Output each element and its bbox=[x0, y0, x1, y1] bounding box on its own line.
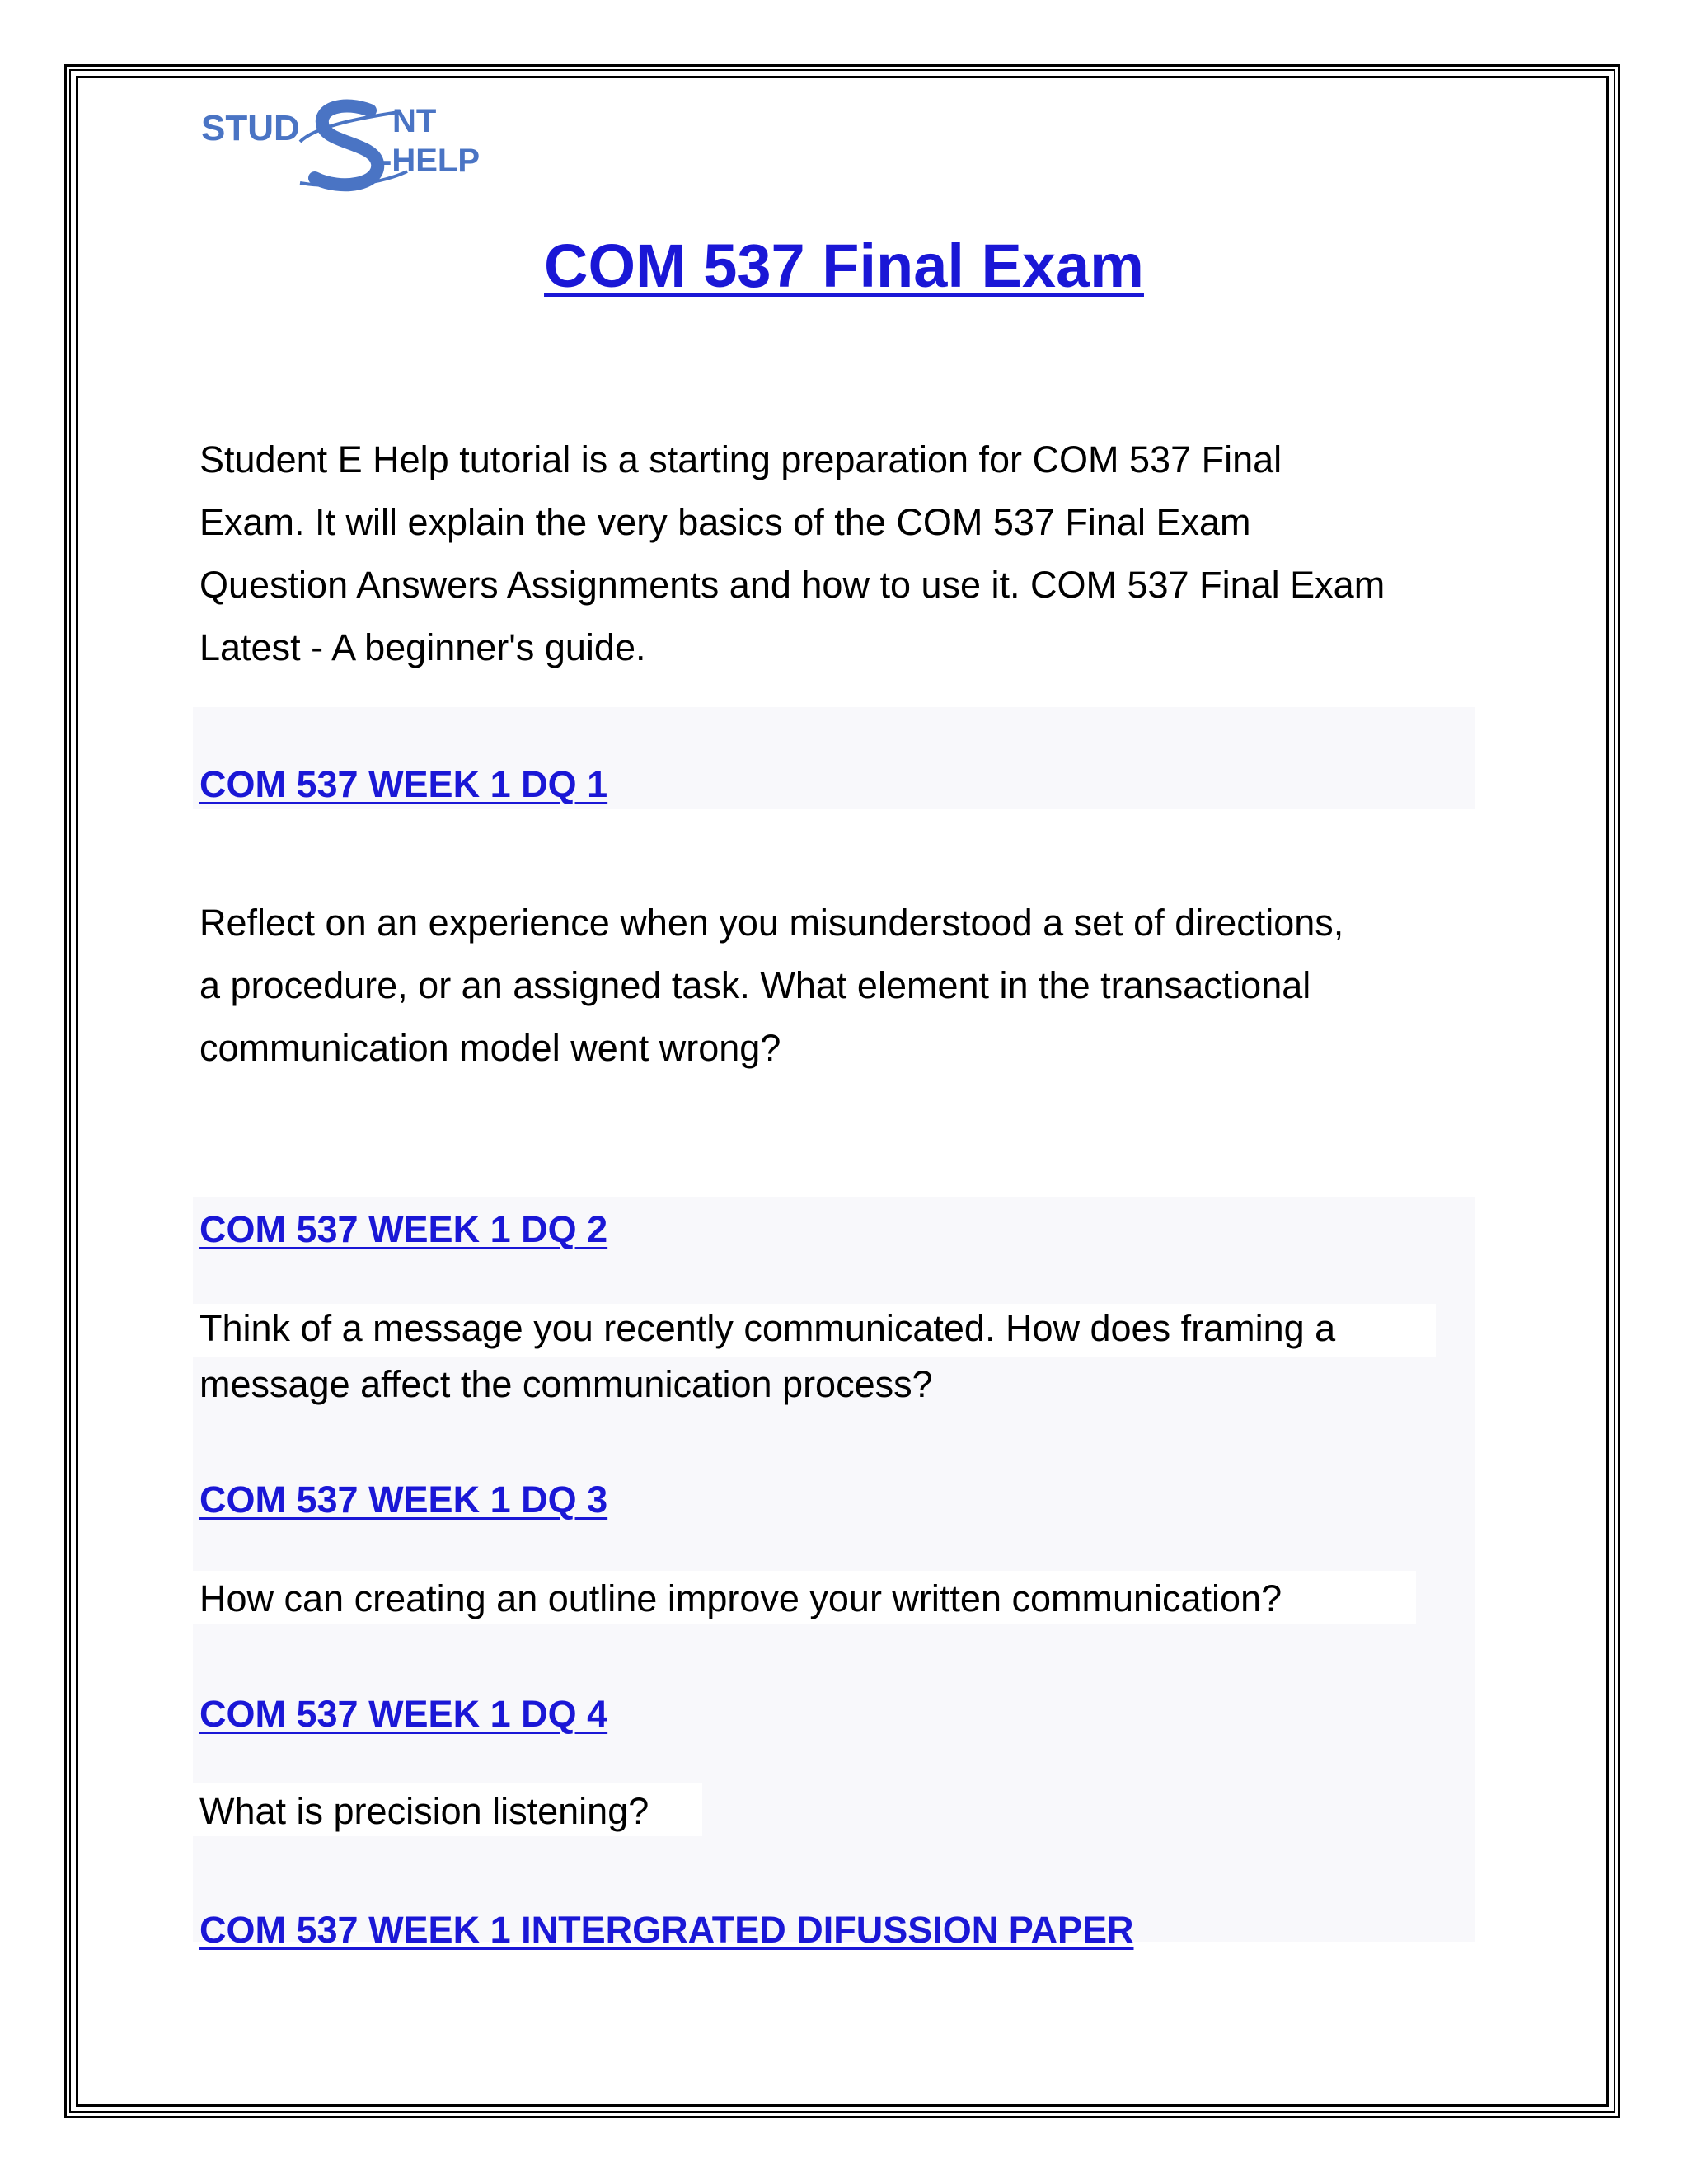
paragraph-line: message affect the communication process? bbox=[199, 1363, 933, 1405]
paragraph-line: Think of a message you recently communicated. How does framing a bbox=[199, 1307, 1336, 1349]
student-e-help-logo bbox=[201, 92, 547, 199]
intro-line: Question Answers Assignments and how to use it. COM 537 Final Exam bbox=[199, 564, 1386, 606]
paragraph-week1-dq3 bbox=[199, 1568, 1282, 1630]
intro-line: Latest - A beginner's guide. bbox=[199, 626, 646, 668]
heading-week1-integrated-paper[interactable]: COM 537 WEEK 1 INTERGRATED DIFUSSION PAPER bbox=[199, 1909, 1134, 1951]
paragraph-line: Reflect on an experience when you misunderstood a set of directions, bbox=[199, 902, 1344, 944]
paragraph-week1-dq1 bbox=[199, 892, 1343, 1080]
logo-text-stud: STUD bbox=[201, 108, 300, 148]
page-title-link[interactable]: COM 537 Final Exam bbox=[544, 232, 1144, 300]
logo-text-help: -HELP bbox=[381, 143, 480, 179]
heading-week1-dq3[interactable]: COM 537 WEEK 1 DQ 3 bbox=[199, 1479, 608, 1521]
paragraph-line: communication model went wrong? bbox=[199, 1027, 781, 1069]
logo-text-nt: NT bbox=[392, 103, 437, 139]
intro-line: Student E Help tutorial is a starting preparation for COM 537 Final bbox=[199, 438, 1282, 480]
paragraph-line: How can creating an outline improve your written communication? bbox=[199, 1577, 1282, 1619]
intro-paragraph bbox=[199, 429, 1485, 679]
paragraph-line: a procedure, or an assigned task. What element in the transactional bbox=[199, 964, 1311, 1006]
paragraph-week1-dq2 bbox=[199, 1301, 1335, 1413]
heading-week1-dq2[interactable]: COM 537 WEEK 1 DQ 2 bbox=[199, 1208, 608, 1250]
paragraph-week1-dq4 bbox=[199, 1780, 649, 1843]
heading-week1-dq4[interactable]: COM 537 WEEK 1 DQ 4 bbox=[199, 1693, 608, 1735]
heading-week1-dq1[interactable]: COM 537 WEEK 1 DQ 1 bbox=[199, 763, 608, 805]
intro-line: Exam. It will explain the very basics of the COM 537 Final Exam bbox=[199, 501, 1251, 543]
paragraph-line: What is precision listening? bbox=[199, 1790, 649, 1832]
page-title[interactable] bbox=[0, 229, 1688, 303]
